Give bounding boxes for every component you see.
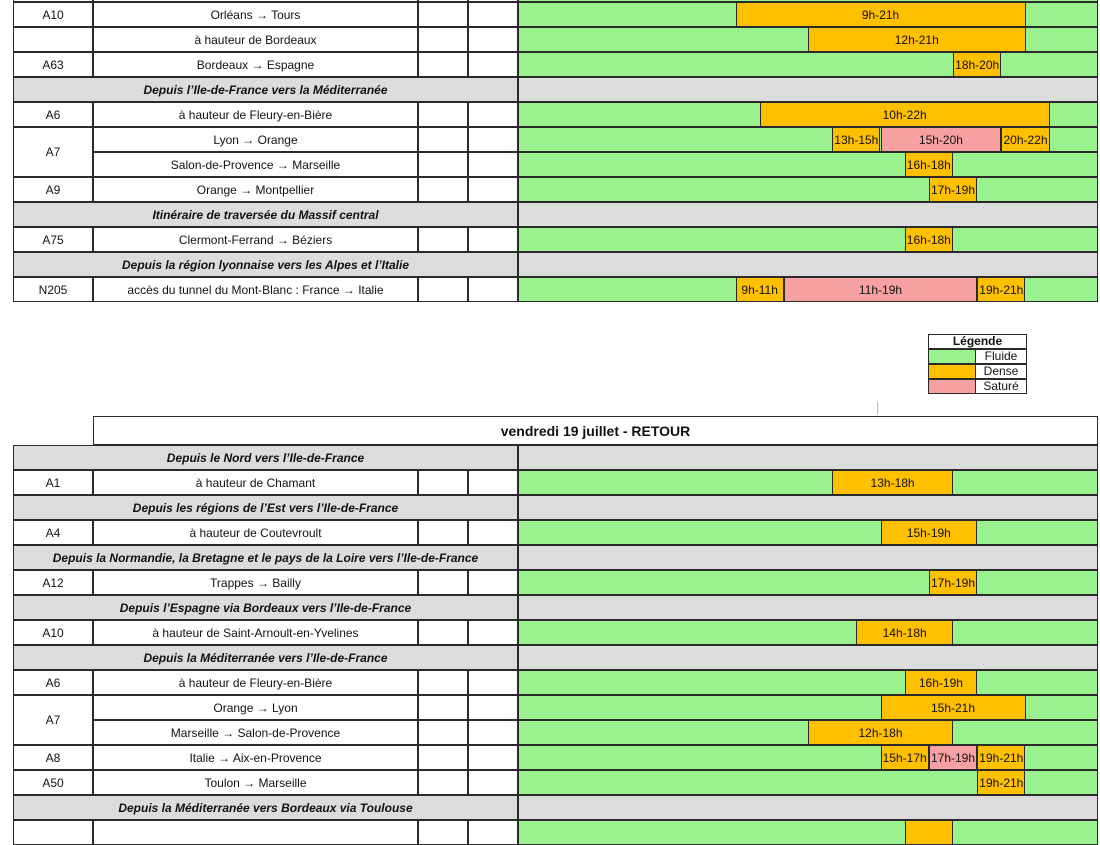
departure-empty-cell [468, 227, 518, 252]
return-title-row [13, 416, 1098, 445]
departure-section-timeline [518, 77, 1098, 102]
return-empty-cell [468, 820, 518, 845]
return-empty-cell [418, 570, 468, 595]
return-road-cell: A1 [13, 470, 93, 495]
return-empty-cell [418, 770, 468, 795]
departure-route-cell: Salon-de-Provence → Marseille [93, 152, 418, 177]
return-section-timeline [518, 795, 1098, 820]
legend-row-sature [928, 379, 1027, 394]
return-section-timeline [518, 545, 1098, 570]
return-table-row [13, 570, 1098, 595]
return-road-cell: A4 [13, 520, 93, 545]
departure-section-row [13, 202, 1098, 227]
departure-timeline-cell [518, 227, 1098, 252]
departure-empty-cell [468, 27, 518, 52]
departure-route-cell: Bordeaux → Espagne [93, 52, 418, 77]
return-section-timeline [518, 445, 1098, 470]
return-road-cell: A50 [13, 770, 93, 795]
departure-table-row [13, 2, 1098, 27]
departure-table-row [13, 227, 1098, 252]
return-section-title: Depuis la Méditerranée vers Bordeaux via Toulouse [118, 800, 413, 815]
return-empty-cell [418, 820, 468, 845]
return-section-row [13, 645, 1098, 670]
return-section-title-cell [13, 545, 518, 570]
departure-route-cell: Orange → Montpellier [93, 177, 418, 202]
departure-road-cell [13, 27, 93, 52]
return-timeline-cell [518, 470, 1098, 495]
departure-traffic-bar-dense: 20h-22h [1001, 127, 1049, 152]
return-route-cell: Toulon → Marseille [93, 770, 418, 795]
departure-route-cell: Orléans → Tours [93, 2, 418, 27]
departure-empty-cell [418, 127, 468, 152]
departure-empty-cell [418, 277, 468, 302]
return-section-row [13, 495, 1098, 520]
departure-empty-cell [468, 152, 518, 177]
return-traffic-bar-dense: 14h-18h [856, 620, 953, 645]
return-empty-cell [468, 770, 518, 795]
return-timeline-cell [518, 670, 1098, 695]
legend-label-fluide: Fluide [976, 349, 1027, 364]
departure-section-title-cell [13, 77, 518, 102]
legend-label-sature: Saturé [976, 379, 1027, 394]
departure-empty-cell [418, 27, 468, 52]
return-timeline-cell [518, 820, 1098, 845]
return-table-row [13, 745, 1098, 770]
legend-row-dense [928, 364, 1027, 379]
return-route-cell: à hauteur de Chamant [93, 470, 418, 495]
return-table-row [13, 470, 1098, 495]
departure-empty-cell [418, 52, 468, 77]
return-road-cell: A10 [13, 620, 93, 645]
departure-timeline-cell [518, 52, 1098, 77]
departure-section-title: Depuis l’Ile-de-France vers la Méditerranée [143, 82, 388, 97]
departure-table-row [13, 102, 1098, 127]
departure-road-cell: A9 [13, 177, 93, 202]
departure-empty-cell [468, 52, 518, 77]
return-section-title-cell [13, 445, 518, 470]
departure-table-row [13, 152, 1098, 177]
departure-section-title-cell [13, 252, 518, 277]
departure-traffic-bar-dense: 17h-19h [929, 177, 977, 202]
return-empty-cell [468, 720, 518, 745]
return-table-row [13, 695, 1098, 720]
legend-title: Légende [928, 334, 1027, 349]
return-section-row [13, 595, 1098, 620]
return-table-row [13, 620, 1098, 645]
departure-traffic-bar-dense: 12h-21h [808, 27, 1026, 52]
return-traffic-bar-dense [905, 820, 953, 845]
departure-empty-cell [418, 227, 468, 252]
departure-traffic-bar-dense: 16h-18h [905, 152, 953, 177]
departure-section-row [13, 77, 1098, 102]
return-empty-cell [468, 745, 518, 770]
departure-section-timeline [518, 252, 1098, 277]
return-route-cell: Trappes → Bailly [93, 570, 418, 595]
departure-section-row [13, 252, 1098, 277]
return-route-cell: à hauteur de Coutevroult [93, 520, 418, 545]
departure-traffic-bar-dense: 13h-15h [832, 127, 880, 152]
departure-empty-cell [468, 102, 518, 127]
departure-empty-cell [468, 2, 518, 27]
departure-empty-cell [468, 127, 518, 152]
departure-route-cell: accès du tunnel du Mont-Blanc : France → Italie [93, 277, 418, 302]
legend-row-fluide [928, 349, 1027, 364]
departure-traffic-bar-dense: 10h-22h [760, 102, 1050, 127]
return-empty-cell [468, 570, 518, 595]
departure-empty-cell [418, 177, 468, 202]
return-section-title-cell [13, 795, 518, 820]
departure-empty-cell [418, 152, 468, 177]
return-traffic-bar-dense: 19h-21h [977, 745, 1025, 770]
return-table-row [13, 520, 1098, 545]
departure-table-row [13, 277, 1098, 302]
departure-traffic-bar-sat: 11h-19h [784, 277, 977, 302]
departure-timeline-cell [518, 152, 1098, 177]
departure-road-cell: A6 [13, 102, 93, 127]
departure-traffic-bar-dense: 19h-21h [977, 277, 1025, 302]
return-empty-cell [418, 695, 468, 720]
return-section-title-cell [13, 495, 518, 520]
return-timeline-cell [518, 520, 1098, 545]
return-empty-cell [468, 620, 518, 645]
departure-table-row [13, 52, 1098, 77]
return-empty-cell [468, 670, 518, 695]
return-section-title: Depuis la Méditerranée vers l’Ile-de-France [143, 650, 388, 665]
departure-table-row [13, 127, 1098, 152]
return-section-timeline [518, 595, 1098, 620]
return-section-title-cell [13, 595, 518, 620]
departure-table-row [13, 177, 1098, 202]
return-timeline-cell [518, 620, 1098, 645]
return-route-cell: Italie → Aix-en-Provence [93, 745, 418, 770]
departure-road-cell: A10 [13, 2, 93, 27]
departure-route-cell: à hauteur de Bordeaux [93, 27, 418, 52]
departure-road-cell: A63 [13, 52, 93, 77]
departure-section-timeline [518, 202, 1098, 227]
return-traffic-bar-dense: 12h-18h [808, 720, 953, 745]
return-timeline-cell [518, 570, 1098, 595]
return-road-cell [13, 820, 93, 845]
return-table-row [13, 770, 1098, 795]
legend-label-dense: Dense [976, 364, 1027, 379]
departure-traffic-bar-dense: 16h-18h [905, 227, 953, 252]
return-section-title: Depuis les régions de l’Est vers l’Ile-de-France [132, 500, 399, 515]
departure-route-cell: Lyon → Orange [93, 127, 418, 152]
return-section-row [13, 795, 1098, 820]
return-route-cell: Orange → Lyon [93, 695, 418, 720]
legend-swatch-sature [928, 379, 976, 394]
return-traffic-bar-sat: 17h-19h [929, 745, 977, 770]
departure-route-cell: à hauteur de Fleury-en-Bière [93, 102, 418, 127]
return-traffic-bar-dense: 15h-21h [881, 695, 1026, 720]
departure-traffic-bar-sat: 15h-20h [881, 127, 1002, 152]
departure-section-title-cell [13, 202, 518, 227]
departure-route-cell: Clermont-Ferrand → Béziers [93, 227, 418, 252]
return-section-timeline [518, 645, 1098, 670]
return-road-cell: A8 [13, 745, 93, 770]
return-section-row [13, 445, 1098, 470]
departure-traffic-bar-dense: 9h-21h [736, 2, 1026, 27]
return-empty-cell [418, 520, 468, 545]
return-road-cell: A6 [13, 670, 93, 695]
return-table-row [13, 720, 1098, 745]
legend-swatch-fluide [928, 349, 976, 364]
return-traffic-bar-dense: 16h-19h [905, 670, 978, 695]
return-table-row [13, 670, 1098, 695]
return-traffic-bar-dense: 15h-19h [881, 520, 978, 545]
return-route-cell: à hauteur de Saint-Arnoult-en-Yvelines [93, 620, 418, 645]
departure-traffic-bar-dense: 9h-11h [736, 277, 784, 302]
return-empty-cell [418, 670, 468, 695]
divider-mark [877, 402, 878, 414]
return-empty-cell [418, 745, 468, 770]
return-table-title: vendredi 19 juillet - RETOUR [93, 416, 1098, 445]
departure-road-cell: A75 [13, 227, 93, 252]
legend-swatch-dense [928, 364, 976, 379]
return-road-cell: A12 [13, 570, 93, 595]
departure-road-cell-merged: A7 [13, 127, 93, 177]
return-traffic-bar-dense: 19h-21h [977, 770, 1025, 795]
return-section-timeline [518, 495, 1098, 520]
return-empty-cell [418, 620, 468, 645]
departure-timeline-cell [518, 177, 1098, 202]
return-section-title: Depuis l’Espagne via Bordeaux vers l’Ile-de-France [119, 600, 412, 615]
departure-section-title: Itinéraire de traversée du Massif central [152, 207, 379, 222]
return-traffic-bar-dense: 13h-18h [832, 470, 953, 495]
return-section-title-cell [13, 645, 518, 670]
return-route-cell [93, 820, 418, 845]
return-route-cell: à hauteur de Fleury-en-Bière [93, 670, 418, 695]
return-empty-cell [468, 520, 518, 545]
departure-empty-cell [468, 177, 518, 202]
departure-empty-cell [468, 277, 518, 302]
departure-road-cell: N205 [13, 277, 93, 302]
departure-empty-cell [418, 2, 468, 27]
return-traffic-bar-dense: 15h-17h [881, 745, 929, 770]
return-section-title: Depuis la Normandie, la Bretagne et le pays de la Loire vers l’Ile-de-France [52, 550, 479, 565]
return-table-row [13, 820, 1098, 845]
return-section-title: Depuis le Nord vers l’Ile-de-France [166, 450, 365, 465]
return-route-cell: Marseille → Salon-de-Provence [93, 720, 418, 745]
departure-empty-cell [418, 102, 468, 127]
return-section-row [13, 545, 1098, 570]
return-empty-cell [468, 695, 518, 720]
departure-section-title: Depuis la région lyonnaise vers les Alpes et l’Italie [122, 257, 409, 272]
return-empty-cell [468, 470, 518, 495]
return-empty-cell [418, 720, 468, 745]
departure-traffic-bar-dense: 18h-20h [953, 52, 1001, 77]
return-road-cell-merged: A7 [13, 695, 93, 745]
return-empty-cell [418, 470, 468, 495]
departure-table-row [13, 27, 1098, 52]
return-traffic-bar-dense: 17h-19h [929, 570, 977, 595]
